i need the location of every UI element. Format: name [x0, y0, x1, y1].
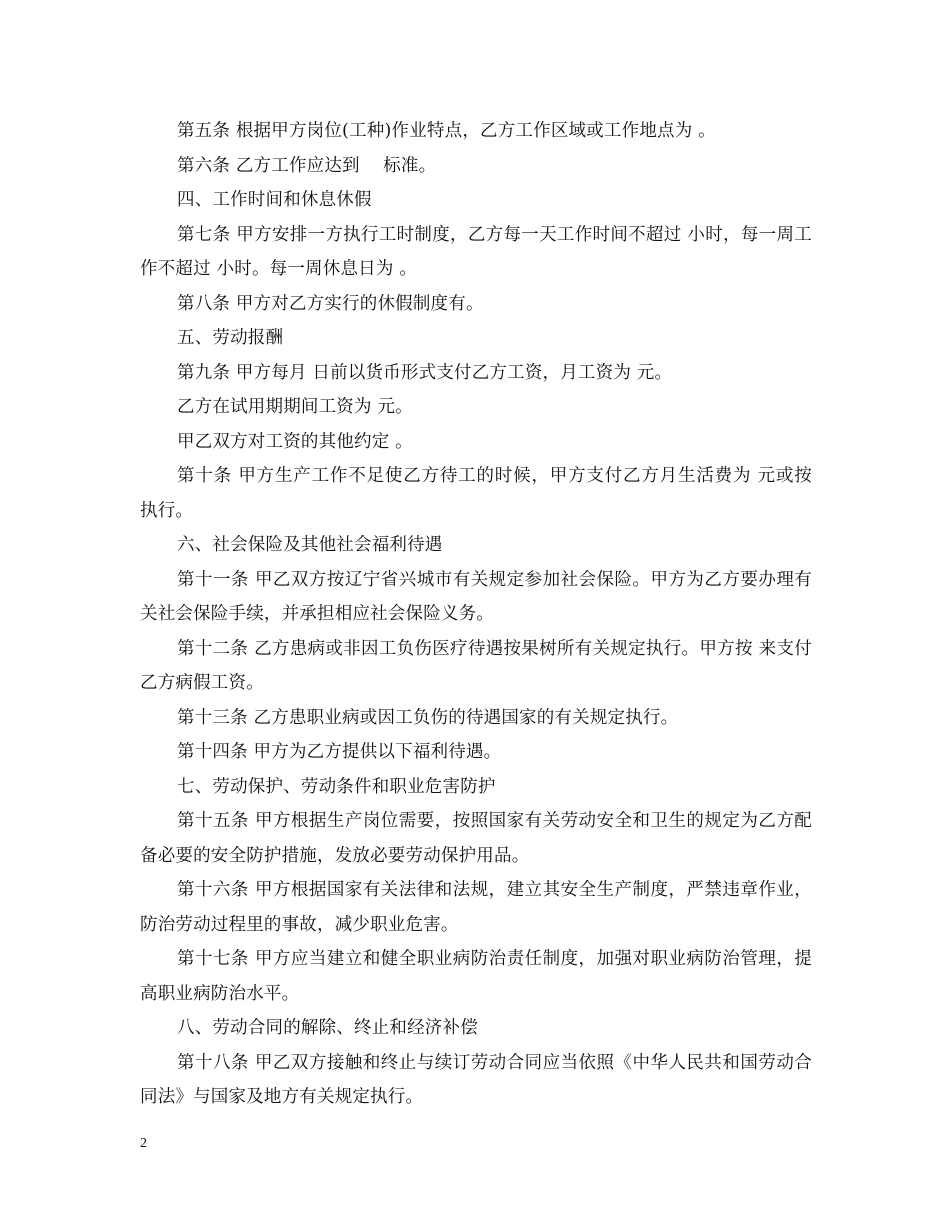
- article-9: 第九条 甲方每月 日前以货币形式支付乙方工资，月工资为 元。: [177, 362, 673, 383]
- article-18: 第十八条 甲乙双方接触和终止与续订劳动合同应当依照《中华人民共和国劳动合同法》与国家及地方有关规定执行。: [140, 1052, 812, 1107]
- article-13: 第十三条 乙方患职业病或因工负伤的待遇国家的有关规定执行。: [177, 707, 679, 728]
- article-11: 第十一条 甲乙双方按辽宁省兴城市有关规定参加社会保险。甲方为乙方要办理有关社会保险手续，并承担相应社会保险义务。: [140, 569, 812, 624]
- article-7: 第七条 甲方安排一方执行工时制度，乙方每一天工作时间不超过 小时，每一周工作不超过 小时。每一周休息日为 。: [140, 224, 812, 279]
- other-wage-clause: 甲乙双方对工资的其他约定 。: [177, 431, 413, 452]
- article-12: 第十二条 乙方患病或非因工负伤医疗待遇按果树所有关规定执行。甲方按 来支付乙方病假工资。: [140, 638, 812, 693]
- section-heading-4: 四、工作时间和休息休假: [177, 190, 372, 210]
- section-heading-7: 七、劳动保护、劳动条件和职业危害防护: [177, 776, 496, 797]
- probation-wage-clause: 乙方在试用期期间工资为 元。: [177, 397, 413, 417]
- document-body: [140, 114, 812, 1115]
- article-14: 第十四条 甲方为乙方提供以下福利待遇。: [177, 742, 502, 762]
- article-10: 第十条 甲方生产工作不足使乙方待工的时候，甲方支付乙方月生活费为 元或按 执行。: [140, 466, 812, 521]
- article-17: 第十七条 甲方应当建立和健全职业病防治责任制度，加强对职业病防治管理，提高职业病防治水平。: [140, 949, 812, 1004]
- section-heading-5: 五、劳动报酬: [177, 328, 284, 348]
- article-16: 第十六条 甲方根据国家有关法律和法规，建立其安全生产制度，严禁违章作业，防治劳动过程里的事故，减少职业危害。: [140, 880, 812, 935]
- article-15: 第十五条 甲方根据生产岗位需要，按照国家有关劳动安全和卫生的规定为乙方配备必要的安全防护措施，发放必要劳动保护用品。: [140, 811, 812, 866]
- article-8: 第八条 甲方对乙方实行的休假制度有。: [177, 293, 484, 314]
- article-5: 第五条 根据甲方岗位(工种)作业特点，乙方工作区域或工作地点为 。: [177, 121, 716, 141]
- page-number: 2: [140, 1136, 147, 1151]
- article-6: 第六条 乙方工作应达到 标准。: [177, 155, 437, 176]
- section-heading-6: 六、社会保险及其他社会福利待遇: [177, 535, 443, 555]
- section-heading-8: 八、劳动合同的解除、终止和经济补偿: [177, 1018, 478, 1038]
